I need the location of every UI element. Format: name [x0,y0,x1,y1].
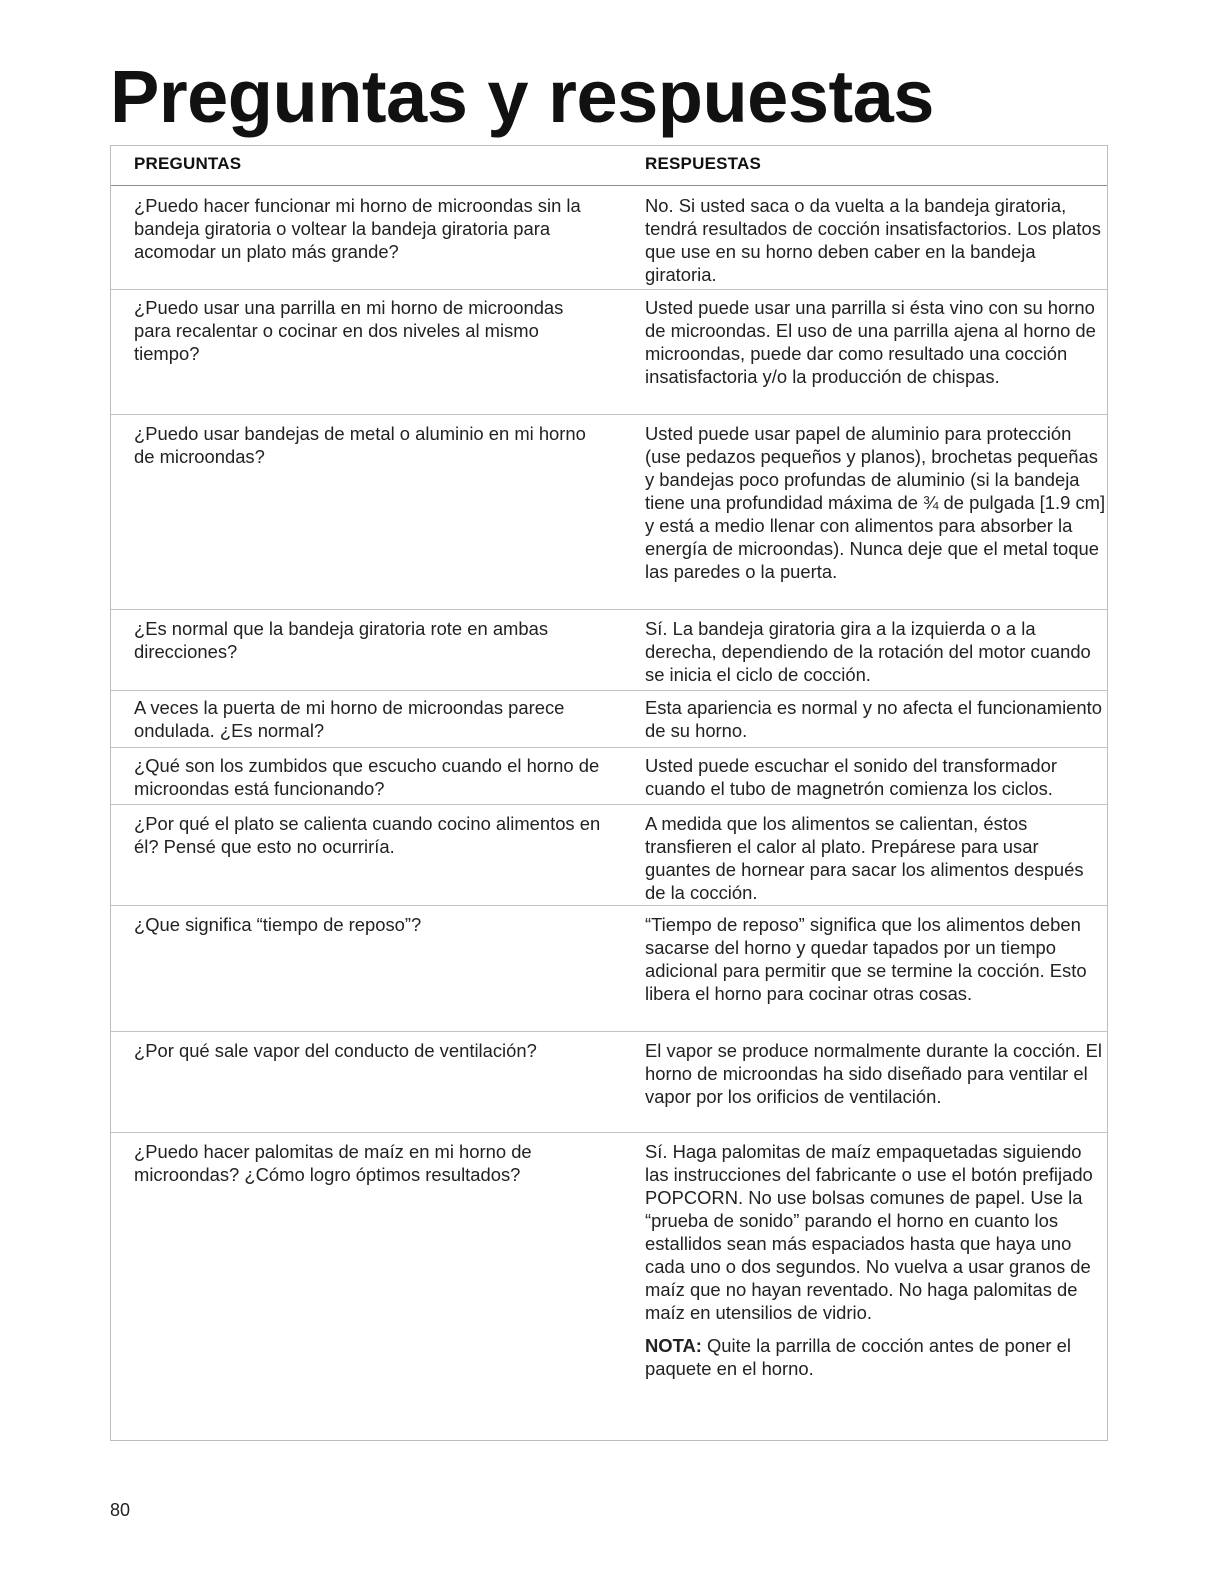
row-divider [111,289,1107,290]
question-text: ¿Por qué sale vapor del conducto de ventilación? [134,1040,537,1061]
question-text: ¿Puedo usar bandejas de metal o aluminio en mi horno de microondas? [134,423,586,467]
answer-text: “Tiempo de reposo” significa que los alimentos deben sacarse del horno y quedar tapados por un tiempo adicional para permitir que se termine la cocción. Esto libera el horno para cocinar otras cosas. [645,914,1087,1004]
page-title: Preguntas y respuestas [110,55,934,138]
question-text: ¿Puedo hacer palomitas de maíz en mi horno de microondas? ¿Cómo logro óptimos resultados? [134,1141,532,1185]
answers-column-header: RESPUESTAS [645,154,761,173]
row-divider [111,905,1107,906]
row-divider [111,804,1107,805]
answer-text: Sí. Haga palomitas de maíz empaquetadas siguiendo las instrucciones del fabricante o use el botón prefijado POPCORN. No use bolsas comunes de papel. Use la “prueba de sonido” parando el horno en cuanto los estallidos sean más espaciados hasta que haya uno cada uno o dos segundos. No vuelva a usar granos de maíz que no hayan reventado. No haga palomitas de maíz en utensilios de vidrio. [645,1141,1093,1323]
row-divider [111,1132,1107,1133]
answer-text: Usted puede usar una parrilla si ésta vino con su horno de microondas. El uso de una parrilla ajena al horno de microondas, puede dar como resultado una cocción insatisfactoria y/o la producción de chispas. [645,297,1096,387]
row-divider [111,1031,1107,1032]
qa-table [110,145,1108,1441]
page-number: 80 [110,1500,131,1520]
header-divider [111,185,1107,186]
question-text: ¿Puedo usar una parrilla en mi horno de microondas para recalentar o cocinar en dos niveles al mismo tiempo? [134,297,564,364]
question-text: A veces la puerta de mi horno de microondas parece ondulada. ¿Es normal? [134,697,565,741]
row-divider [111,690,1107,691]
answer-text: A medida que los alimentos se calientan, éstos transfieren el calor al plato. Prepárese para usar guantes de hornear para sacar los alimentos después de la cocción. [645,813,1084,903]
row-divider [111,609,1107,610]
answer-text: Sí. La bandeja giratoria gira a la izquierda o a la derecha, dependiendo de la rotación del motor cuando se inicia el ciclo de cocción. [645,618,1091,685]
question-text: ¿Qué son los zumbidos que escucho cuando el horno de microondas está funcionando? [134,755,600,799]
note-text: Quite la parrilla de cocción antes de poner el paquete en el horno. [645,1335,1071,1379]
answer-note [645,1334,1107,1380]
answer-text: Usted puede escuchar el sonido del transformador cuando el tubo de magnetrón comienza los ciclos. [645,755,1057,799]
row-divider [111,414,1107,415]
answer-text: No. Si usted saca o da vuelta a la bandeja giratoria, tendrá resultados de cocción insatisfactorios. Los platos que use en su horno deben caber en la bandeja giratoria. [645,195,1101,285]
answer-text: El vapor se produce normalmente durante la cocción. El horno de microondas ha sido diseñado para ventilar el vapor por los orificios de ventilación. [645,1040,1102,1107]
questions-column-header: PREGUNTAS [134,154,242,173]
answer-text: Usted puede usar papel de aluminio para protección (use pedazos pequeños y planos), brochetas pequeñas y bandejas poco profundas de aluminio (si la bandeja tiene una profundidad máxima de ¾ de pulgada [1.9 cm] y está a medio llenar con alimentos para absorber la energía de microondas). Nunca deje que el metal toque las paredes o la puerta. [645,423,1106,582]
answer-text: Esta apariencia es normal y no afecta el funcionamiento de su horno. [645,697,1102,741]
note-label: NOTA: [645,1335,702,1356]
question-text: ¿Que significa “tiempo de reposo”? [134,914,422,935]
question-text: ¿Por qué el plato se calienta cuando cocino alimentos en él? Pensé que esto no ocurriría. [134,813,601,857]
question-text: ¿Es normal que la bandeja giratoria rote en ambas direcciones? [134,618,549,662]
answer-cell [645,1140,1107,1380]
question-text: ¿Puedo hacer funcionar mi horno de microondas sin la bandeja giratoria o voltear la bandeja giratoria para acomodar un plato más grande? [134,195,581,262]
row-divider [111,747,1107,748]
